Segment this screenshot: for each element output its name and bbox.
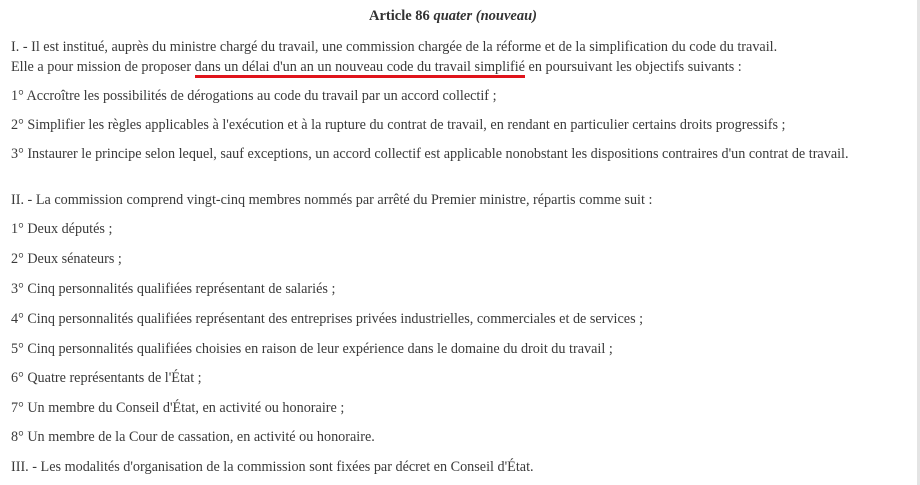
section-i-paragraph [11,38,906,77]
highlighted-phrase: dans un délai d'un an un nouveau code du travail simplifié [195,59,525,78]
article-title [0,8,906,25]
section-i-line2-after: en poursuivant les objectifs suivants : [524,58,742,75]
member-8: 8° Un membre de la Cour de cassation, en activité ou honoraire. [11,429,375,445]
objective-1: 1° Accroître les possibilités de dérogations au code du travail par un accord collectif ; [11,88,497,104]
section-iii-text: III. - Les modalités d'organisation de la commission sont fixées par décret en Conseil d'État. [11,459,534,475]
article-title-emphasis: quater (nouveau) [433,8,537,24]
section-i-line1: I. - Il est institué, auprès du ministre chargé du travail, une commission chargée de la réforme et de la simplification du code du travail. [11,39,778,55]
objective-3: 3° Instaurer le principe selon lequel, sauf exceptions, un accord collectif est applicable nonobstant les dispositions contraires d'un contrat de travail. [11,146,849,162]
member-6: 6° Quatre représentants de l'État ; [11,370,202,386]
member-2: 2° Deux sénateurs ; [11,251,122,267]
member-4: 4° Cinq personnalités qualifiées représentant des entreprises privées industrielles, commerciales et de services ; [11,311,644,327]
section-i-line2-before: Elle a pour mission de proposer [11,58,195,75]
member-1: 1° Deux députés ; [11,221,113,237]
member-7: 7° Un membre du Conseil d'État, en activité ou honoraire ; [11,400,345,416]
objective-2: 2° Simplifier les règles applicables à l'exécution et à la rupture du contrat de travail, en rendant en particulier certains droits progressifs ; [11,117,786,133]
section-ii-intro: II. - La commission comprend vingt-cinq membres nommés par arrêté du Premier ministre, répartis comme suit : [11,192,653,208]
member-5: 5° Cinq personnalités qualifiées choisies en raison de leur expérience dans le domaine du droit du travail ; [11,341,613,357]
article-title-prefix: Article 86 [369,8,434,24]
member-3: 3° Cinq personnalités qualifiées représentant de salariés ; [11,281,336,297]
